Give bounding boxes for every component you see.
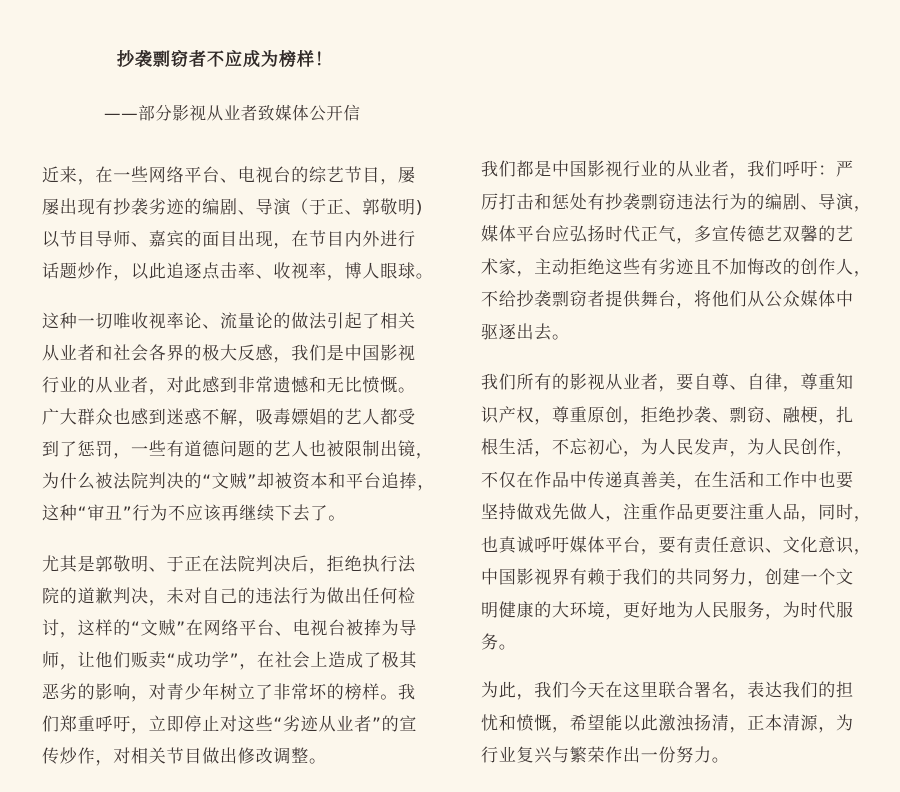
text-line: 行业的从业者，对此感到非常遗憾和无比愤慨。 bbox=[42, 376, 416, 396]
paragraph bbox=[42, 306, 435, 530]
text-line: 我们所有的影视从业者，要自尊、自律，尊重知 bbox=[481, 373, 854, 393]
document-subtitle: ——部分影视从业者致媒体公开信 bbox=[104, 104, 361, 123]
text-line: 为此，我们今天在这里联合署名，表达我们的担 bbox=[481, 681, 854, 701]
text-line: 讨，这样的“文贼”在网络平台、电视台被捧为导 bbox=[42, 619, 418, 639]
text-line: 以节目导师、嘉宾的面目出现，在节目内外进行 bbox=[42, 230, 416, 250]
paragraph bbox=[42, 160, 434, 288]
text-line: 识产权，尊重原创，拒绝抄袭、剽窃、融梗，扎 bbox=[481, 405, 854, 426]
text-line: 厉打击和惩处有抄袭剽窃违法行为的编剧、导演， bbox=[481, 192, 872, 213]
text-line: 从业者和社会各界的极大反感，我们是中国影视 bbox=[42, 344, 416, 364]
paragraph bbox=[42, 549, 417, 773]
text-line: 院的道歉判决，未对自己的违法行为做出任何检 bbox=[42, 587, 416, 607]
text-line: 这种一切唯收视率论、流量论的做法引起了相关 bbox=[42, 312, 416, 332]
text-line: 驱逐出去。 bbox=[481, 322, 570, 343]
text-line: 尤其是郭敬明、于正在法院判决后，拒绝执行法 bbox=[42, 555, 416, 575]
text-line: 屡出现有抄袭劣迹的编剧、导演（于正、郭敬明) bbox=[42, 198, 424, 218]
paragraph bbox=[481, 675, 854, 773]
right-column bbox=[481, 0, 881, 792]
text-line: 媒体平台应弘扬时代正气，多宣传德艺双馨的艺 bbox=[481, 225, 854, 245]
text-line: 近来，在一些网络平台、电视台的综艺节目，屡 bbox=[42, 166, 416, 186]
text-line: 这种“审丑”行为不应该再继续下去了。 bbox=[42, 504, 347, 524]
text-line: 中国影视界有赖于我们的共同努力，创建一个文 bbox=[481, 568, 854, 588]
text-line: 术家，主动拒绝这些有劣迹且不加悔改的创作人， bbox=[481, 257, 872, 278]
text-line: 忧和愤慨，希望能以此激浊扬清，正本清源，为 bbox=[481, 713, 854, 734]
paragraph bbox=[481, 154, 872, 349]
text-line: 坚持做戏先做人，注重作品更要注重人品，同时， bbox=[481, 503, 872, 523]
text-line: 们郑重呼吁，立即停止对这些“劣迹从业者”的宣 bbox=[42, 715, 418, 735]
document-title: 抄袭剽窃者不应成为榜样！ bbox=[117, 50, 333, 70]
text-line: 恶劣的影响，对青少年树立了非常坏的榜样。我 bbox=[42, 683, 416, 703]
text-line: 务。 bbox=[481, 633, 517, 653]
text-line: 我们都是中国影视行业的从业者，我们呼吁：严 bbox=[481, 160, 854, 180]
text-line: 话题炒作，以此追逐点击率、收视率，博人眼球。 bbox=[42, 262, 434, 282]
text-line: 为什么被法院判决的“文贼”却被资本和平台追捧， bbox=[42, 472, 436, 492]
text-line: 明健康的大环境，更好地为人民服务，为时代服 bbox=[481, 600, 854, 621]
text-line: 行业复兴与繁荣作出一份努力。 bbox=[481, 746, 730, 766]
text-line: 不仅在作品中传递真善美，在生活和工作中也要 bbox=[481, 470, 854, 491]
text-line: 也真诚呼吁媒体平台，要有责任意识、文化意识， bbox=[481, 535, 872, 556]
text-line: 不给抄袭剽窃者提供舞台，将他们从公众媒体中 bbox=[481, 290, 854, 310]
left-column bbox=[42, 0, 442, 792]
paragraph bbox=[481, 367, 872, 660]
text-line: 到了惩罚，一些有道德问题的艺人也被限制出镜， bbox=[42, 440, 434, 460]
text-line: 根生活，不忘初心，为人民发声，为人民创作， bbox=[481, 438, 854, 458]
text-line: 传炒作，对相关节目做出修改调整。 bbox=[42, 747, 327, 767]
text-line: 广大群众也感到迷惑不解，吸毒嫖娼的艺人都受 bbox=[42, 408, 416, 428]
text-line: 师，让他们贩卖“成功学”，在社会上造成了极其 bbox=[42, 651, 418, 671]
